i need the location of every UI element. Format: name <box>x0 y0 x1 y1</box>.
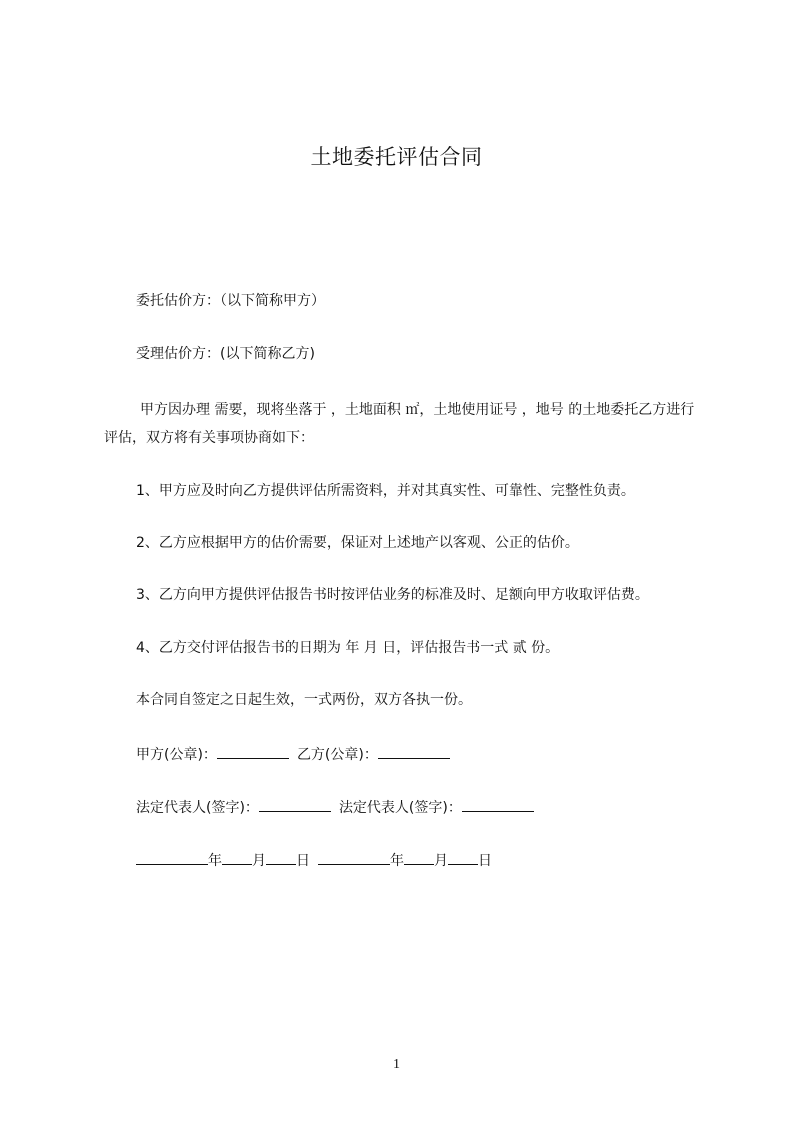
party-a-seal-label: 甲方(公章)： <box>136 747 217 763</box>
intro-paragraph <box>104 396 704 452</box>
page-number: 1 <box>393 1057 400 1072</box>
document-title: 土地委托评估合同 <box>310 145 483 169</box>
date-line <box>136 850 492 871</box>
party-b-seal-blank[interactable] <box>378 744 450 759</box>
intro-paragraph-text: 甲方因办理 需要，现将坐落于 ，土地面积 ㎡，土地使用证号 ，地号 的土地委托乙方进行评估，双方将有关事项协商如下： <box>104 402 695 446</box>
legal-rep-b-blank[interactable] <box>462 797 534 812</box>
day-label: 日 <box>478 853 492 869</box>
legal-rep-signature-line <box>136 797 534 818</box>
clause-2: 2、乙方应根据甲方的估价需要，保证对上述地产以客观、公正的估价。 <box>136 535 579 551</box>
year-label: 年 <box>390 853 404 869</box>
seal-signature-line <box>136 744 450 765</box>
party-b-year-blank[interactable] <box>318 850 390 865</box>
year-label: 年 <box>208 853 222 869</box>
party-a-day-blank[interactable] <box>266 850 296 865</box>
client-party-line: 委托估价方：（以下简称甲方） <box>136 293 325 309</box>
clause-4: 4、乙方交付评估报告书的日期为 年 月 日，评估报告书一式 贰 份。 <box>136 640 560 656</box>
party-a-month-blank[interactable] <box>222 850 252 865</box>
party-b-month-blank[interactable] <box>404 850 434 865</box>
legal-rep-a-blank[interactable] <box>259 797 331 812</box>
party-a-year-blank[interactable] <box>136 850 208 865</box>
month-label: 月 <box>434 853 448 869</box>
appraiser-party-line: 受理估价方：(以下简称乙方) <box>136 346 315 362</box>
month-label: 月 <box>252 853 266 869</box>
party-b-seal-label: 乙方(公章)： <box>296 747 378 763</box>
party-a-seal-blank[interactable] <box>217 744 289 759</box>
legal-rep-b-label: 法定代表人(签字)： <box>338 800 462 816</box>
legal-rep-a-label: 法定代表人(签字)： <box>136 800 259 816</box>
party-b-day-blank[interactable] <box>448 850 478 865</box>
clause-3: 3、乙方向甲方提供评估报告书时按评估业务的标准及时、足额向甲方收取评估费。 <box>136 587 649 603</box>
effect-line: 本合同自签定之日起生效，一式两份，双方各执一份。 <box>136 692 472 708</box>
day-label: 日 <box>296 853 310 869</box>
clause-1: 1、甲方应及时向乙方提供评估所需资料，并对其真实性、可靠性、完整性负责。 <box>136 483 635 499</box>
